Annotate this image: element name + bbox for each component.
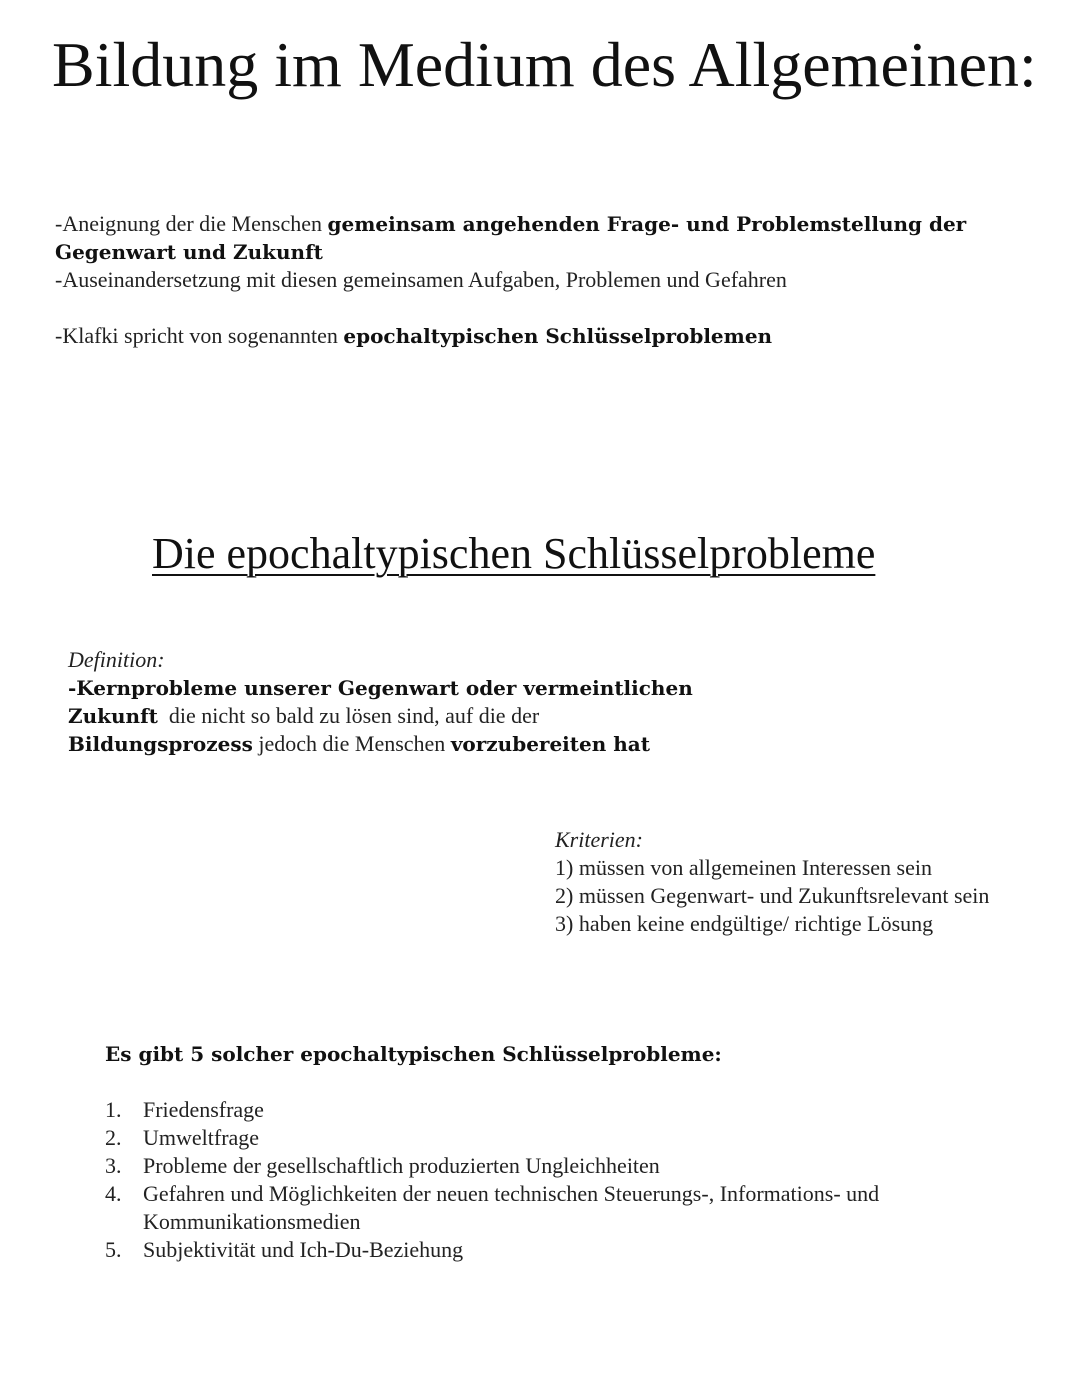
list-item-number: 5. xyxy=(105,1237,122,1262)
definition-line-3-bold-1: Bildungsprozess xyxy=(68,732,253,756)
definition-line-1-bold: -Kernprobleme unserer Gegenwart oder vermeintlichen xyxy=(68,676,693,700)
problems-heading-text: Es gibt 5 solcher epochaltypischen Schlüsselprobleme: xyxy=(105,1042,722,1066)
list-item-number: 4. xyxy=(105,1181,122,1206)
criteria-item: 2) müssen Gegenwart- und Zukunftsrelevant sein xyxy=(555,883,990,908)
intro-line-4-bold: epochaltypischen Schlüsselproblemen xyxy=(343,324,773,348)
definition-line-2 xyxy=(68,702,693,730)
list-item-text: Gefahren und Möglichkeiten der neuen technischen Steuerungs-, Informations- und Kommunikationsmedien xyxy=(143,1181,880,1234)
intro-line-1-bold: gemeinsam angehenden Frage- und Problemstellung der xyxy=(327,212,967,236)
list-item xyxy=(105,1236,985,1264)
intro-line-1-text: -Aneignung der die Menschen xyxy=(55,211,328,236)
definition-line-3-text: jedoch die Menschen xyxy=(252,731,451,756)
page-title: Bildung im Medium des Allgemeinen: xyxy=(52,29,1037,100)
criteria-item: 3) haben keine endgültige/ richtige Lösung xyxy=(555,911,934,936)
key-problems-list xyxy=(105,1096,985,1264)
intro-line-3: -Auseinandersetzung mit diesen gemeinsamen Aufgaben, Problemen und Gefahren xyxy=(55,267,787,292)
definition-line-3-bold-2: vorzubereiten hat xyxy=(450,732,650,756)
intro-line-2-bold: Gegenwart und Zukunft xyxy=(55,240,323,264)
intro-line-1 xyxy=(55,210,966,238)
definition-line-3 xyxy=(68,730,693,758)
list-item-text: Subjektivität und Ich-Du-Beziehung xyxy=(143,1237,464,1262)
intro-line-2 xyxy=(55,238,966,266)
list-item-number: 1. xyxy=(105,1097,122,1122)
definition-line-1 xyxy=(68,674,693,702)
definition-line-2-text: die nicht so bald zu lösen sind, auf die der xyxy=(157,703,540,728)
definition-label: Definition: xyxy=(68,647,165,672)
criteria-block xyxy=(555,826,989,938)
intro-line-4-text: -Klafki spricht von sogenannten xyxy=(55,323,344,348)
list-item-number: 3. xyxy=(105,1153,122,1178)
section-title: Die epochaltypischen Schlüsselprobleme xyxy=(152,529,876,578)
list-item xyxy=(105,1096,985,1124)
definition-line-2-bold: Zukunft xyxy=(68,704,158,728)
list-item-number: 2. xyxy=(105,1125,122,1150)
intro-line-4 xyxy=(55,322,966,350)
list-item-text: Probleme der gesellschaftlich produzierten Ungleichheiten xyxy=(143,1153,660,1178)
intro-block xyxy=(55,210,966,350)
list-item xyxy=(105,1124,985,1152)
list-item-text: Umweltfrage xyxy=(143,1125,260,1150)
list-item-text: Friedensfrage xyxy=(143,1097,264,1122)
criteria-item: 1) müssen von allgemeinen Interessen sein xyxy=(555,855,932,880)
definition-block xyxy=(68,646,693,758)
list-item xyxy=(105,1180,985,1236)
criteria-label: Kriterien: xyxy=(555,827,643,852)
problems-heading xyxy=(105,1040,722,1069)
list-item xyxy=(105,1152,985,1180)
